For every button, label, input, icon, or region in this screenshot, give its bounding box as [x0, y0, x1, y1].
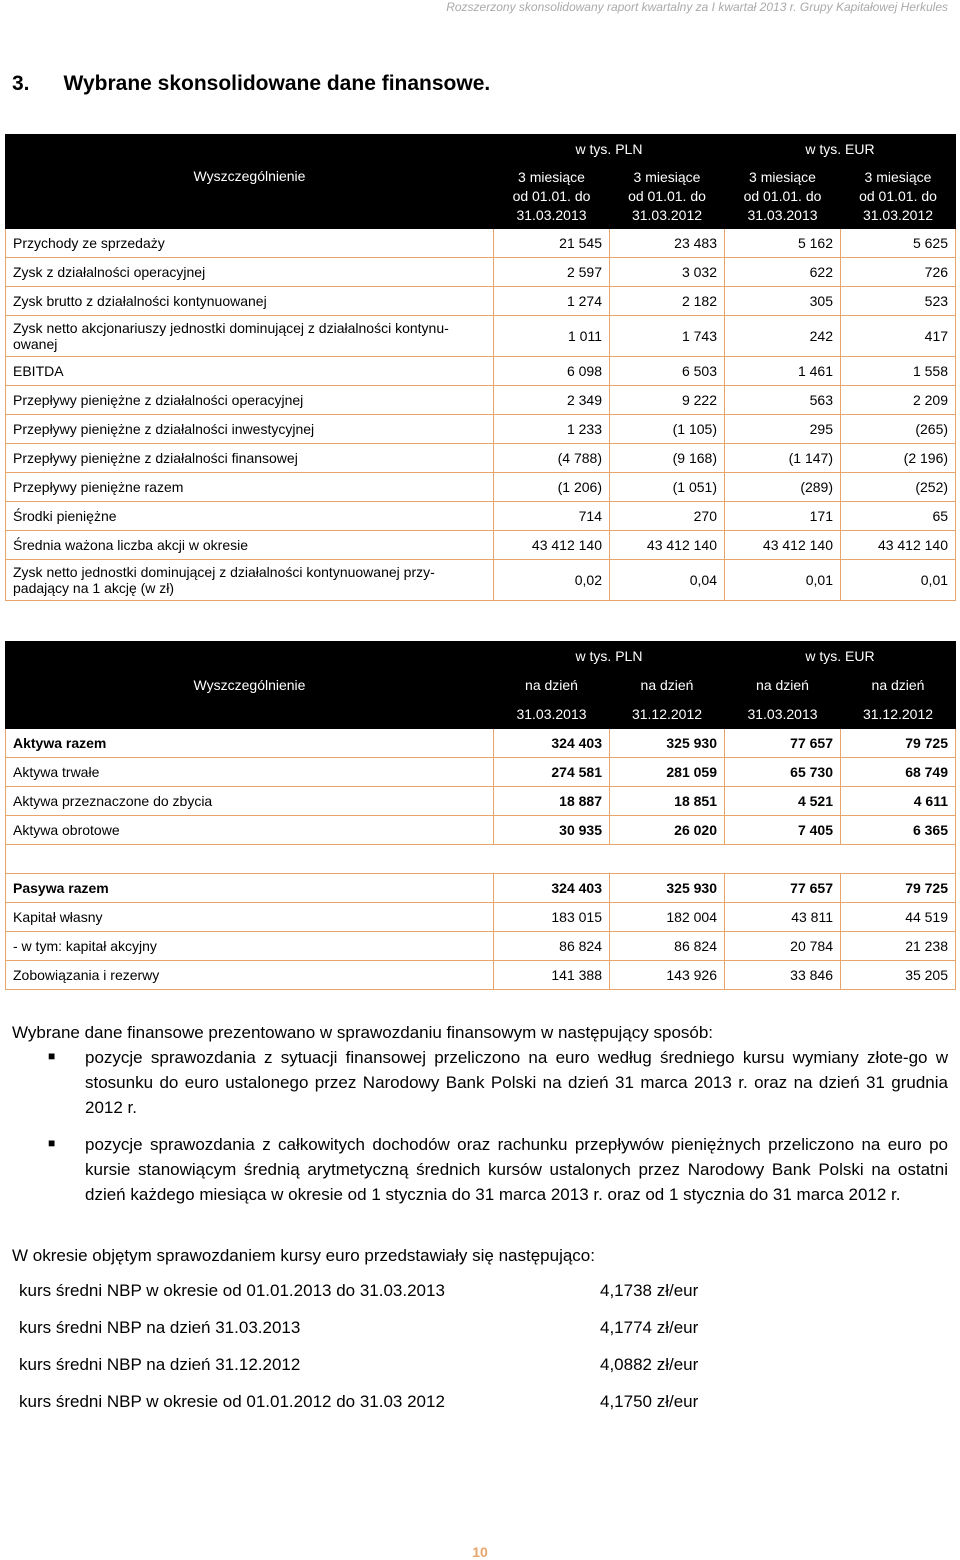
table-row — [6, 816, 956, 845]
table1-period-col1: 3 miesiące od 01.01. do 31.03.2013 — [494, 164, 610, 229]
row-label: Aktywa razem — [6, 729, 494, 758]
row-value: 86 824 — [610, 932, 725, 961]
section-title — [12, 72, 490, 96]
row-value: (9 168) — [610, 444, 725, 473]
table-row — [6, 758, 956, 787]
row-label: Przepływy pieniężne razem — [6, 473, 494, 502]
table1-body — [6, 229, 956, 601]
table-row — [6, 386, 956, 415]
table1-period-col4: 3 miesiące od 01.01. do 31.03.2012 — [841, 164, 956, 229]
row-value: 714 — [494, 502, 610, 531]
table2-currency-row — [6, 642, 956, 671]
row-value: (265) — [841, 415, 956, 444]
row-label: Zysk brutto z działalności kontynuowanej — [6, 287, 494, 316]
table-row — [6, 229, 956, 258]
table1-currency-pln: w tys. PLN — [494, 135, 725, 164]
table1-header-empty — [6, 135, 494, 164]
row-value: 143 926 — [610, 961, 725, 990]
table2-currency-pln: w tys. PLN — [494, 642, 725, 671]
row-label: Zysk netto jednostki dominującej z działalności kontynuowanej przy-padający na 1 akcję (w zł) — [6, 560, 494, 601]
table-row — [6, 531, 956, 560]
row-value: (2 196) — [841, 444, 956, 473]
table2-date-col2: 31.12.2012 — [610, 700, 725, 729]
table1-label-header: Wyszczególnienie — [6, 164, 494, 229]
table1-currency-row — [6, 135, 956, 164]
table2-day-col2: na dzień — [610, 671, 725, 700]
intro-paragraph: Wybrane dane finansowe prezentowano w sprawozdaniu finansowym w następujący sposób: — [12, 1023, 714, 1042]
row-label: Przepływy pieniężne z działalności operacyjnej — [6, 386, 494, 415]
row-value: (1 105) — [610, 415, 725, 444]
row-value: 77 657 — [725, 874, 841, 903]
row-value: 43 811 — [725, 903, 841, 932]
row-value: 325 930 — [610, 729, 725, 758]
row-label: Zysk z działalności operacyjnej — [6, 258, 494, 287]
table-row — [6, 258, 956, 287]
row-value: 1 461 — [725, 357, 841, 386]
row-label: - w tym: kapitał akcyjny — [6, 932, 494, 961]
table-row — [6, 287, 956, 316]
row-label: Zobowiązania i rezerwy — [6, 961, 494, 990]
balance-sheet-table — [5, 641, 956, 990]
page-number: 10 — [472, 1544, 488, 1560]
row-value: 270 — [610, 502, 725, 531]
table-row — [6, 961, 956, 990]
rate-value: 4,1738 zł/eur — [600, 1281, 699, 1300]
row-value: (289) — [725, 473, 841, 502]
bullet-square-icon: ■ — [48, 1136, 56, 1150]
row-label: Aktywa trwałe — [6, 758, 494, 787]
table2-day-col1: na dzień — [494, 671, 610, 700]
table2-date-col3: 31.03.2013 — [725, 700, 841, 729]
table2-label-header: Wyszczególnienie — [6, 671, 494, 729]
table-row — [6, 560, 956, 601]
row-value: 141 388 — [494, 961, 610, 990]
row-label: Przychody ze sprzedaży — [6, 229, 494, 258]
row-label: Przepływy pieniężne z działalności inwestycyjnej — [6, 415, 494, 444]
table1-currency-eur: w tys. EUR — [725, 135, 956, 164]
row-value: 3 032 — [610, 258, 725, 287]
row-value: 21 545 — [494, 229, 610, 258]
row-value: 622 — [725, 258, 841, 287]
table-blank-row — [6, 845, 956, 874]
row-value: 2 597 — [494, 258, 610, 287]
row-value: 2 182 — [610, 287, 725, 316]
row-value: 1 233 — [494, 415, 610, 444]
row-value: 4 521 — [725, 787, 841, 816]
row-value: 26 020 — [610, 816, 725, 845]
row-value: 5 625 — [841, 229, 956, 258]
table-row — [6, 473, 956, 502]
row-value: 0,04 — [610, 560, 725, 601]
table-row — [6, 729, 956, 758]
row-value: 726 — [841, 258, 956, 287]
row-value: 1 274 — [494, 287, 610, 316]
table2-date-col1: 31.03.2013 — [494, 700, 610, 729]
table-row — [6, 357, 956, 386]
rate-label: kurs średni NBP w okresie od 01.01.2012 do 31.03 2012 — [19, 1392, 445, 1411]
row-value: 35 205 — [841, 961, 956, 990]
table2-day-col3: na dzień — [725, 671, 841, 700]
row-label: Aktywa przeznaczone do zbycia — [6, 787, 494, 816]
section-title-text: Wybrane skonsolidowane dane finansowe. — [63, 72, 491, 95]
rate-label: kurs średni NBP na dzień 31.03.2013 — [19, 1318, 301, 1337]
table-row — [6, 787, 956, 816]
table2-body — [6, 729, 956, 990]
rate-value: 4,1750 zł/eur — [600, 1392, 699, 1411]
table-row — [6, 903, 956, 932]
row-value: 4 611 — [841, 787, 956, 816]
bullet-square-icon: ■ — [48, 1049, 56, 1063]
income-cashflow-table — [5, 134, 956, 601]
table2-day-row — [6, 671, 956, 700]
table-row — [6, 444, 956, 473]
row-value: 274 581 — [494, 758, 610, 787]
row-value: 6 503 — [610, 357, 725, 386]
row-value: 43 412 140 — [610, 531, 725, 560]
row-value: 43 412 140 — [725, 531, 841, 560]
row-value: 563 — [725, 386, 841, 415]
row-value: (252) — [841, 473, 956, 502]
table-row — [6, 415, 956, 444]
table-row — [6, 316, 956, 357]
row-value: 65 730 — [725, 758, 841, 787]
table1-period-col2: 3 miesiące od 01.01. do 31.03.2012 — [610, 164, 725, 229]
row-value: 5 162 — [725, 229, 841, 258]
row-value: 324 403 — [494, 874, 610, 903]
row-value: 21 238 — [841, 932, 956, 961]
row-value: (4 788) — [494, 444, 610, 473]
row-value: 2 349 — [494, 386, 610, 415]
row-value: 0,02 — [494, 560, 610, 601]
row-value: 86 824 — [494, 932, 610, 961]
row-value: 2 209 — [841, 386, 956, 415]
row-value: 6 365 — [841, 816, 956, 845]
row-value: 0,01 — [841, 560, 956, 601]
row-value: 18 851 — [610, 787, 725, 816]
row-value: 171 — [725, 502, 841, 531]
bullet-text-1: pozycje sprawozdania z sytuacji finansowej przeliczono na euro według średniego kursu wymiany złote-go w stosunku do euro ustalonego przez Narodowy Bank Polski na dzień 31 marca 2013 r. oraz na dzień 31 grudnia 2012 r. — [85, 1048, 948, 1117]
row-label: Średnia ważona liczba akcji w okresie — [6, 531, 494, 560]
row-value: 77 657 — [725, 729, 841, 758]
row-value: 20 784 — [725, 932, 841, 961]
row-value: 33 846 — [725, 961, 841, 990]
row-label: Pasywa razem — [6, 874, 494, 903]
table2-header-empty — [6, 642, 494, 671]
row-label: EBITDA — [6, 357, 494, 386]
row-value: 523 — [841, 287, 956, 316]
table-row — [6, 932, 956, 961]
row-value: 295 — [725, 415, 841, 444]
rate-label: kurs średni NBP na dzień 31.12.2012 — [19, 1355, 301, 1374]
row-value: 183 015 — [494, 903, 610, 932]
table2-day-col4: na dzień — [841, 671, 956, 700]
rate-value: 4,1774 zł/eur — [600, 1318, 699, 1337]
blank-cell — [6, 845, 956, 874]
row-label: Kapitał własny — [6, 903, 494, 932]
rates-intro-paragraph: W okresie objętym sprawozdaniem kursy euro przedstawiały się następująco: — [12, 1246, 595, 1265]
row-value: 182 004 — [610, 903, 725, 932]
row-value: 43 412 140 — [494, 531, 610, 560]
bullet-text-2: pozycje sprawozdania z całkowitych dochodów oraz rachunku przepływów pieniężnych przeliczono na euro po kursie stanowiącym średnią arytmetyczną średnich kursów ustalonych przez Narodowy Bank Polski na ostatni dzień każdego miesiąca w okresie od 1 stycznia do 31 marca 2013 r. oraz od 1 stycznia do 31 marca 2012 r. — [85, 1135, 948, 1204]
table-row — [6, 502, 956, 531]
row-value: 7 405 — [725, 816, 841, 845]
row-value: 1 558 — [841, 357, 956, 386]
row-value: 23 483 — [610, 229, 725, 258]
row-value: 79 725 — [841, 874, 956, 903]
table1-period-col3: 3 miesiące od 01.01. do 31.03.2013 — [725, 164, 841, 229]
row-value: 6 098 — [494, 357, 610, 386]
row-value: 30 935 — [494, 816, 610, 845]
table2-currency-eur: w tys. EUR — [725, 642, 956, 671]
row-value: 1 743 — [610, 316, 725, 357]
row-label: Środki pieniężne — [6, 502, 494, 531]
rate-value: 4,0882 zł/eur — [600, 1355, 699, 1374]
row-value: 43 412 140 — [841, 531, 956, 560]
row-value: (1 206) — [494, 473, 610, 502]
table-row — [6, 874, 956, 903]
row-value: 281 059 — [610, 758, 725, 787]
row-value: 1 011 — [494, 316, 610, 357]
table1-period-row — [6, 164, 956, 229]
row-value: 9 222 — [610, 386, 725, 415]
rate-label: kurs średni NBP w okresie od 01.01.2013 do 31.03.2013 — [19, 1281, 445, 1300]
row-value: (1 051) — [610, 473, 725, 502]
row-value: 65 — [841, 502, 956, 531]
row-value: 305 — [725, 287, 841, 316]
row-value: 325 930 — [610, 874, 725, 903]
section-number: 3. — [12, 72, 30, 95]
table2-date-col4: 31.12.2012 — [841, 700, 956, 729]
running-header: Rozszerzony skonsolidowany raport kwartalny za I kwartał 2013 r. Grupy Kapitałowej Herkules — [446, 0, 948, 14]
row-value: 44 519 — [841, 903, 956, 932]
row-value: 79 725 — [841, 729, 956, 758]
row-value: 242 — [725, 316, 841, 357]
row-label: Zysk netto akcjonariuszy jednostki dominującej z działalności kontynu-owanej — [6, 316, 494, 357]
row-value: 68 749 — [841, 758, 956, 787]
row-value: (1 147) — [725, 444, 841, 473]
row-label: Przepływy pieniężne z działalności finansowej — [6, 444, 494, 473]
row-label: Aktywa obrotowe — [6, 816, 494, 845]
row-value: 417 — [841, 316, 956, 357]
row-value: 324 403 — [494, 729, 610, 758]
row-value: 0,01 — [725, 560, 841, 601]
row-value: 18 887 — [494, 787, 610, 816]
